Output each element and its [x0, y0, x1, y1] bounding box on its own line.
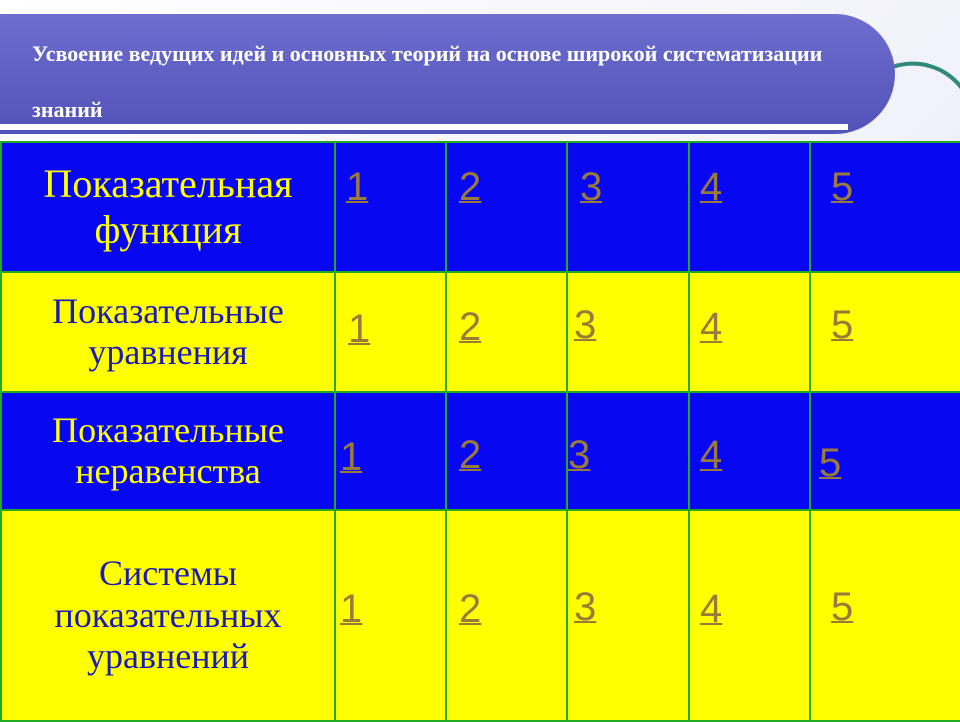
link-3[interactable]: 3 — [568, 433, 591, 477]
table-row — [1, 510, 960, 721]
link-2[interactable]: 2 — [459, 433, 482, 477]
page-title: Усвоение ведущих идей и основных теорий на основе широкой систематизации знаний — [32, 41, 823, 122]
table-row — [1, 142, 960, 272]
link-5[interactable]: 5 — [819, 441, 842, 485]
link-4[interactable]: 4 — [700, 433, 723, 477]
link-3[interactable]: 3 — [574, 585, 597, 629]
row-label: Показательные неравенства — [1, 392, 335, 510]
title-underline — [0, 124, 848, 130]
topics-table — [0, 141, 960, 722]
row-label: Системы показательных уравнений — [1, 510, 335, 721]
row-label: Показательная функция — [1, 142, 335, 272]
link-5[interactable]: 5 — [831, 303, 854, 347]
link-2[interactable]: 2 — [459, 165, 482, 209]
row-label: Показательные уравнения — [1, 272, 335, 392]
link-2[interactable]: 2 — [459, 305, 482, 349]
link-2[interactable]: 2 — [459, 587, 482, 631]
link-5[interactable]: 5 — [831, 165, 854, 209]
link-4[interactable]: 4 — [700, 165, 723, 209]
link-5[interactable]: 5 — [831, 585, 854, 629]
link-4[interactable]: 4 — [700, 305, 723, 349]
link-3[interactable]: 3 — [574, 303, 597, 347]
link-1[interactable]: 1 — [346, 165, 369, 209]
link-3[interactable]: 3 — [580, 165, 603, 209]
link-1[interactable]: 1 — [340, 587, 363, 631]
link-1[interactable]: 1 — [340, 435, 363, 479]
table-row — [1, 272, 960, 392]
link-4[interactable]: 4 — [700, 587, 723, 631]
table-row — [1, 392, 960, 510]
link-1[interactable]: 1 — [348, 307, 371, 351]
